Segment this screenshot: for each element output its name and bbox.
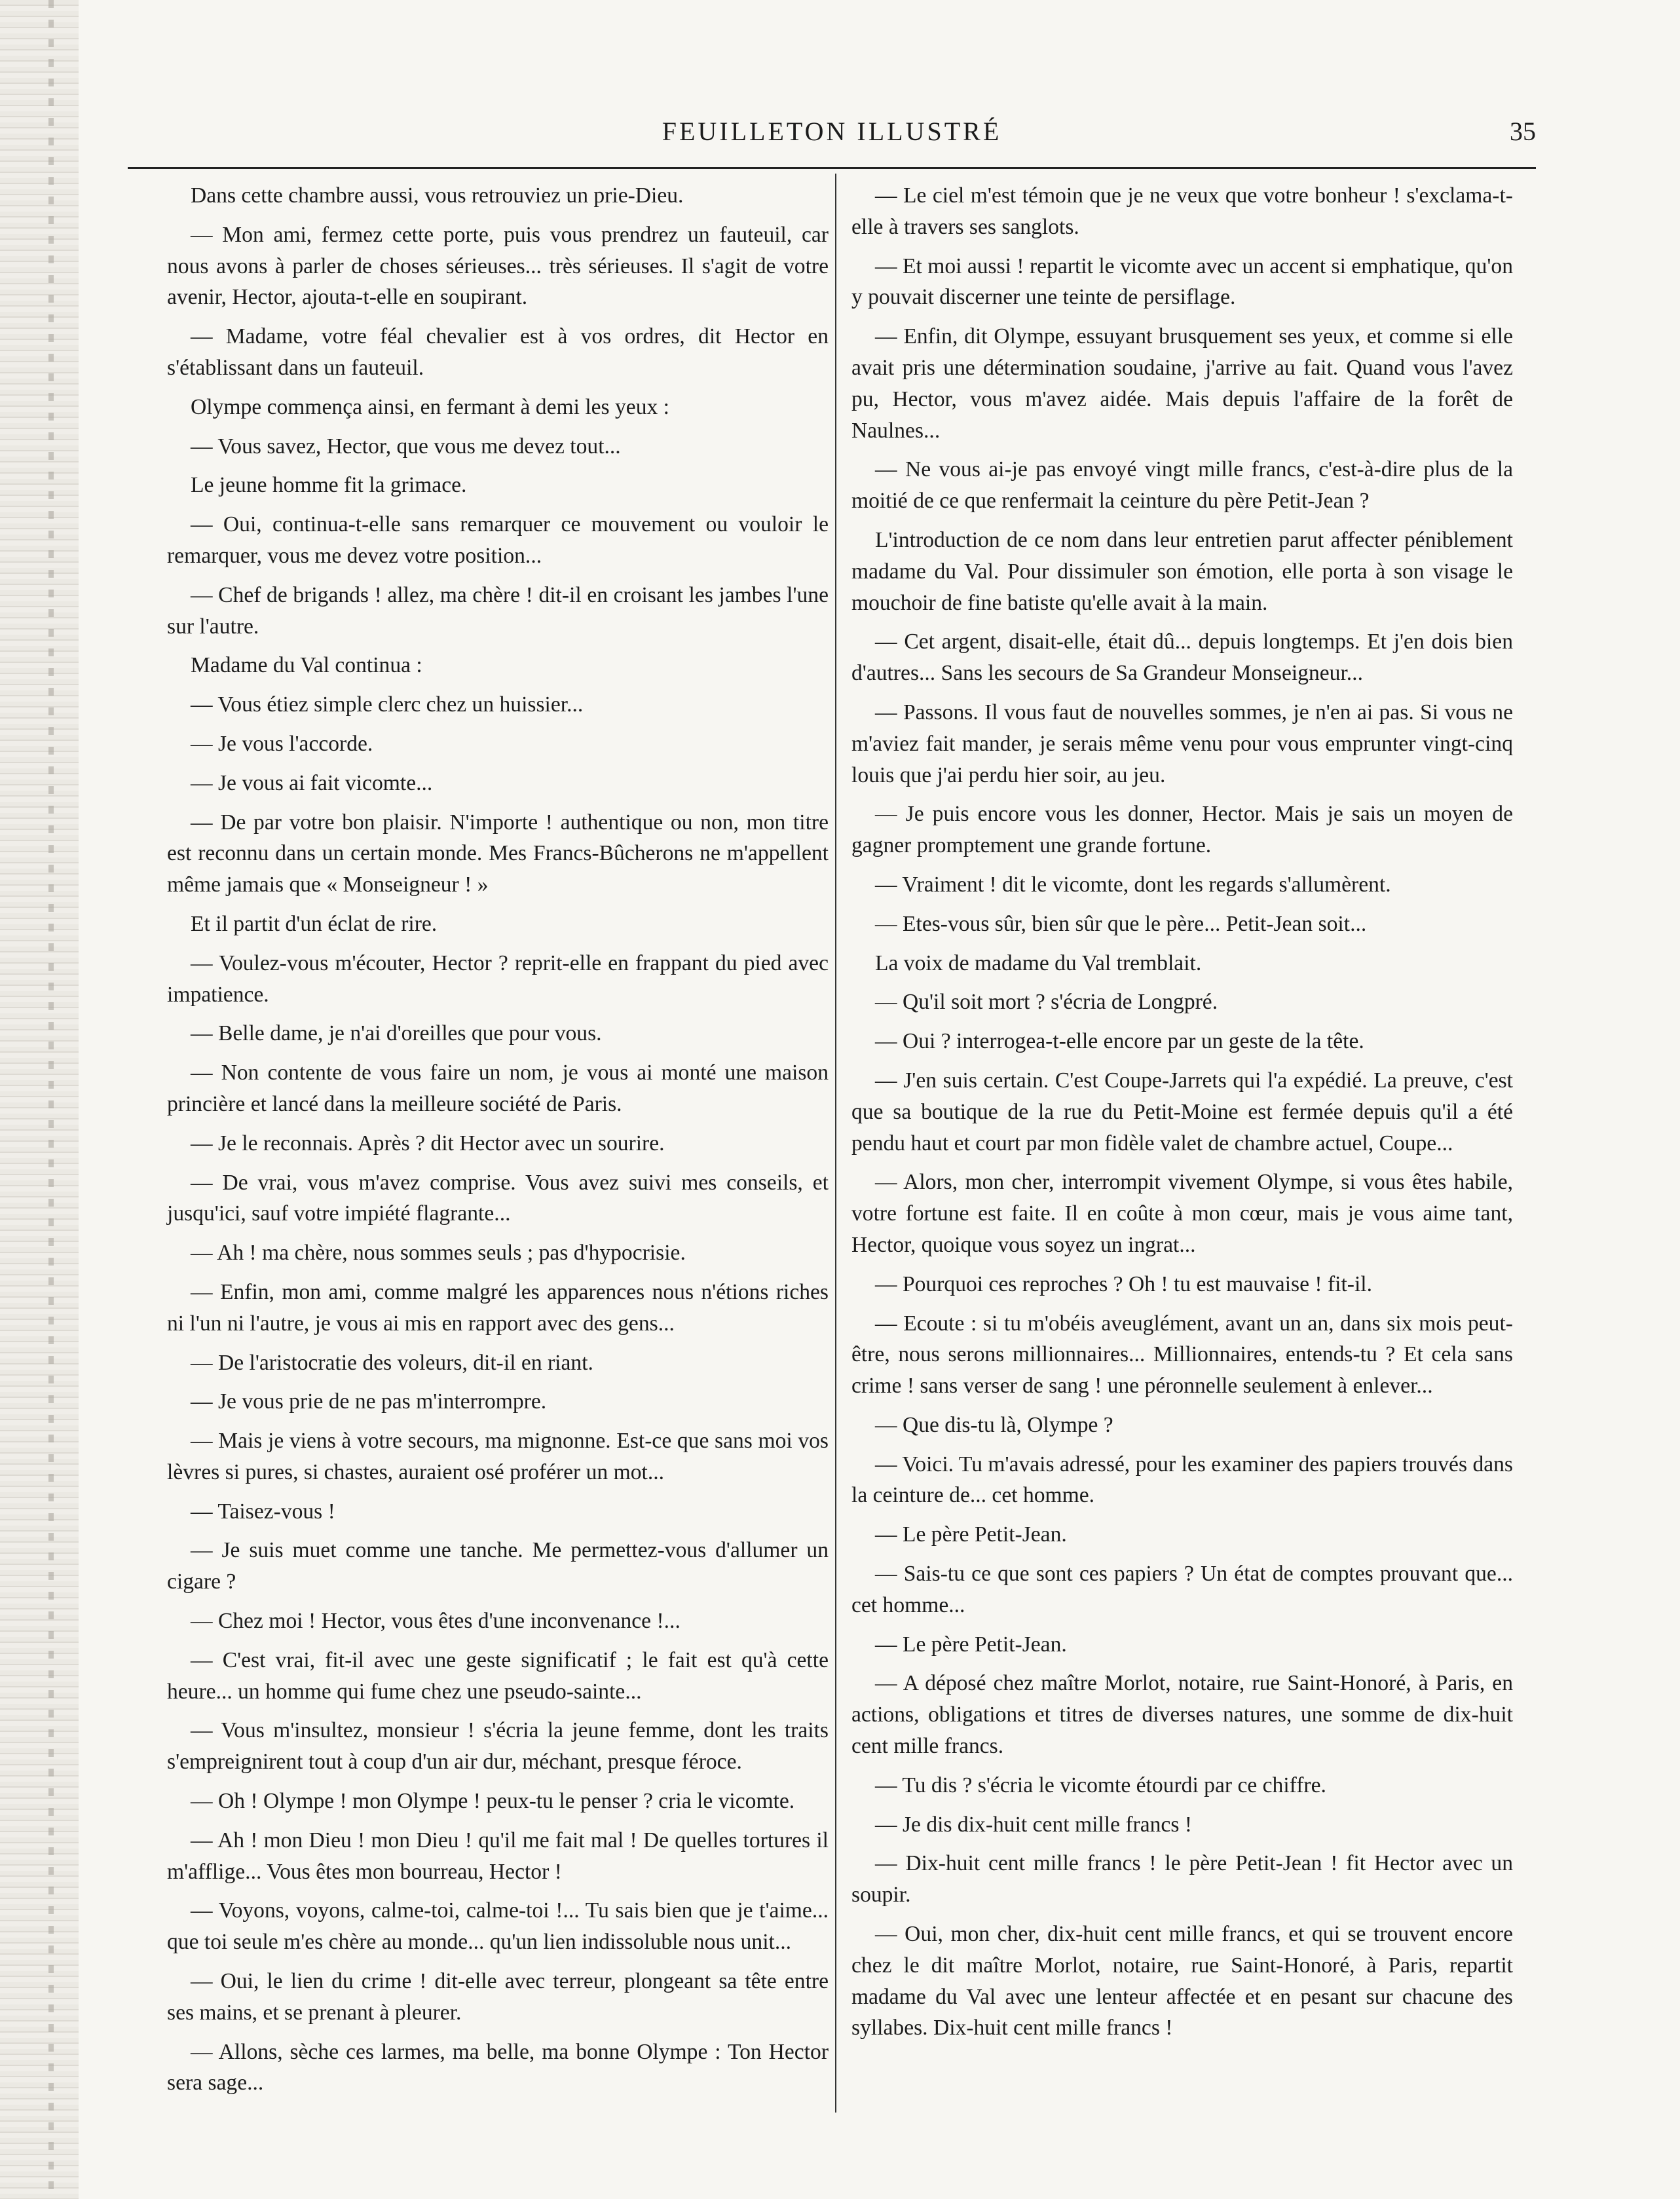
paragraph: — Je vous l'accorde. — [191, 731, 373, 756]
paragraph: — Je vous ai fait vicomte... — [191, 770, 433, 795]
paragraph: — De vrai, vous m'avez comprise. Vous avez suivi mes conseils, et jusqu'ici, sauf votre impiété flagrante... — [167, 1170, 829, 1226]
paragraph: — Sais-tu ce que sont ces papiers ? Un état de comptes prouvant que... cet homme... — [851, 1562, 1513, 1617]
paragraph: Madame du Val continua : — [191, 653, 422, 678]
paragraph: — Ecoute : si tu m'obéis aveuglément, avant un an, dans six mois peut-être, nous serons millionnaires... Millionnaires, entends-tu ? Et cela sans crime ! sans verser de sang ! une péronnelle seulement à enlever... — [851, 1311, 1513, 1399]
paragraph: — Qu'il soit mort ? s'écria de Longpré. — [875, 990, 1218, 1015]
header-rule — [128, 167, 1536, 169]
paragraph: Le jeune homme fit la grimace. — [191, 473, 467, 498]
paragraph: — Voulez-vous m'écouter, Hector ? reprit-elle en frappant du pied avec impatience. — [167, 950, 829, 1007]
paragraph: — Je dis dix-huit cent mille francs ! — [875, 1812, 1192, 1837]
paragraph: — Cet argent, disait-elle, était dû... depuis longtemps. Et j'en dois bien d'autres... Sans les secours de Sa Grandeur Monseigneur... — [851, 630, 1513, 686]
paragraph: — Ne vous ai-je pas envoyé vingt mille francs, c'est-à-dire plus de la moitié de ce que renfermait la ceinture du père Petit-Jean ? — [851, 457, 1513, 514]
paragraph: — Le ciel m'est témoin que je ne veux que votre bonheur ! s'exclama-t-elle à travers ses sanglots. — [851, 183, 1513, 239]
paragraph: — Le père Petit-Jean. — [875, 1522, 1067, 1547]
paragraph: Olympe commença ainsi, en fermant à demi les yeux : — [191, 394, 670, 419]
paragraph: Et il partit d'un éclat de rire. — [191, 911, 438, 936]
column-divider — [835, 174, 836, 2113]
paragraph: — Que dis-tu là, Olympe ? — [875, 1412, 1113, 1437]
paragraph: — Et moi aussi ! repartit le vicomte avec un accent si emphatique, qu'on y pouvait discerner une teinte de persiflage. — [851, 254, 1513, 310]
paragraph: — Pourquoi ces reproches ? Oh ! tu est mauvaise ! fit-il. — [875, 1271, 1373, 1296]
paragraph: — Enfin, dit Olympe, essuyant brusquement ses yeux, et comme si elle avait pris une détermination soudaine, j'arrive au fait. Quand vous l'avez pu, Hector, vous m'avez aidée. Mais depuis l'affaire de la forêt de Naulnes... — [851, 324, 1513, 443]
paragraph: — De par votre bon plaisir. N'importe ! authentique ou non, mon titre est reconnu dans un certain monde. Mes Francs-Bûcherons ne m'appellent même jamais que « Monseigneur ! » — [167, 810, 829, 897]
paragraph: La voix de madame du Val tremblait. — [875, 950, 1202, 975]
paragraph: L'introduction de ce nom dans leur entretien parut affecter péniblement madame du Val. Pour dissimuler son émotion, elle porta à son visage le mouchoir de fine batiste qu'elle avait à la main. — [851, 527, 1513, 615]
paragraph: — Taisez-vous ! — [191, 1499, 335, 1524]
paragraph: — Ah ! mon Dieu ! mon Dieu ! qu'il me fait mal ! De quelles tortures il m'afflige... Vous êtes mon bourreau, Hector ! — [167, 1828, 829, 1884]
paragraph: — Le père Petit-Jean. — [875, 1632, 1067, 1657]
paragraph: — Je le reconnais. Après ? dit Hector avec un sourire. — [191, 1131, 665, 1156]
paragraph: — Allons, sèche ces larmes, ma belle, ma bonne Olympe : Ton Hector sera sage... — [167, 2039, 829, 2096]
paragraph: — Vous m'insultez, monsieur ! s'écria la jeune femme, dont les traits s'empreignirent tout à coup d'un air dur, méchant, presque féroce. — [167, 1718, 829, 1775]
paragraph: — Ah ! ma chère, nous sommes seuls ; pas d'hypocrisie. — [191, 1241, 686, 1266]
paragraph: — De l'aristocratie des voleurs, dit-il en riant. — [191, 1350, 593, 1375]
paragraph: — Chef de brigands ! allez, ma chère ! dit-il en croisant les jambes l'une sur l'autre. — [167, 582, 829, 639]
paragraph: — Oui ? interrogea-t-elle encore par un geste de la tête. — [875, 1029, 1364, 1054]
paragraph: — Madame, votre féal chevalier est à vos ordres, dit Hector en s'établissant dans un fauteuil. — [167, 324, 829, 380]
paragraph: — Oui, mon cher, dix-huit cent mille francs, et qui se trouvent encore chez le dit maître Morlot, notaire, rue Saint-Honoré, à Paris, repartit madame du Val avec une lenteur affectée et en pesant sur chacune des syllabes. Dix-huit cent mille francs ! — [851, 1922, 1513, 2040]
paragraph: — Dix-huit cent mille francs ! le père Petit-Jean ! fit Hector avec un soupir. — [851, 1851, 1513, 1908]
paragraph: — J'en suis certain. C'est Coupe-Jarrets qui l'a expédié. La preuve, c'est que sa boutique de la rue du Petit-Moine est fermée depuis qu'il a été pendu haut et court par mon fidèle valet de chambre actuel, Coupe... — [851, 1068, 1513, 1156]
paragraph: Dans cette chambre aussi, vous retrouviez un prie-Dieu. — [191, 183, 684, 208]
paragraph: — Vraiment ! dit le vicomte, dont les regards s'allumèrent. — [875, 872, 1391, 897]
paragraph: — Belle dame, je n'ai d'oreilles que pour vous. — [191, 1021, 602, 1046]
paragraph: — Etes-vous sûr, bien sûr que le père... Petit-Jean soit... — [875, 911, 1367, 936]
paragraph: — Oui, continua-t-elle sans remarquer ce mouvement ou vouloir le remarquer, vous me devez votre position... — [167, 512, 829, 568]
paragraph: — Mon ami, fermez cette porte, puis vous prendrez un fauteuil, car nous avons à parler de choses sérieuses... très sérieuses. Il s'agit de votre avenir, Hector, ajouta-t-elle en soupirant. — [167, 222, 829, 310]
binding-edge — [0, 0, 79, 2199]
paragraph: — Tu dis ? s'écria le vicomte étourdi par ce chiffre. — [875, 1773, 1326, 1797]
paragraph: — Voyons, voyons, calme-toi, calme-toi !... Tu sais bien que je t'aime... que toi seule m'es chère au monde... qu'un lien indissoluble nous unit... — [167, 1898, 829, 1955]
page-number: 35 — [1510, 117, 1536, 146]
paragraph: — Chez moi ! Hector, vous êtes d'une inconvenance !... — [191, 1609, 681, 1634]
paragraph: — Mais je viens à votre secours, ma mignonne. Est-ce que sans moi vos lèvres si pures, si chastes, auraient osé proférer un mot... — [167, 1429, 829, 1484]
paragraph: — Je puis encore vous les donner, Hector. Mais je sais un moyen de gagner promptement une grande fortune. — [851, 802, 1513, 858]
paragraph: — Vous savez, Hector, que vous me devez tout... — [191, 434, 621, 459]
paragraph: — Voici. Tu m'avais adressé, pour les examiner des papiers trouvés dans la ceinture de... cet homme. — [851, 1452, 1513, 1508]
paragraph: — C'est vrai, fit-il avec une geste significatif ; le fait est qu'à cette heure... un homme qui fume chez une pseudo-sainte... — [167, 1647, 829, 1704]
paragraph: — Je vous prie de ne pas m'interrompre. — [191, 1389, 547, 1414]
page-header — [128, 108, 1536, 160]
paragraph: — Vous étiez simple clerc chez un huissier... — [191, 692, 584, 717]
paragraph: — A déposé chez maître Morlot, notaire, rue Saint-Honoré, à Paris, en actions, obligations et titres de diverses natures, une somme de dix-huit cent mille francs. — [851, 1671, 1513, 1759]
paragraph: — Passons. Il vous faut de nouvelles sommes, je n'en ai pas. Si vous ne m'aviez fait mander, je serais même venu pour vous emprunter vingt-cinq louis que j'ai perdu hier soir, au jeu. — [851, 700, 1513, 787]
right-column — [851, 180, 1513, 2052]
paragraph: — Non contente de vous faire un nom, je vous ai monté une maison princière et lancé dans la meilleure société de Paris. — [167, 1061, 829, 1116]
paragraph: — Je suis muet comme une tanche. Me permettez-vous d'allumer un cigare ? — [167, 1538, 829, 1594]
left-column — [167, 180, 829, 2107]
paragraph: — Oui, le lien du crime ! dit-elle avec terreur, plongeant sa tête entre ses mains, et se prenant à pleurer. — [167, 1969, 829, 2025]
paragraph: — Enfin, mon ami, comme malgré les apparences nous n'étions riches ni l'un ni l'autre, je vous ai mis en rapport avec des gens... — [167, 1279, 829, 1336]
paragraph: — Alors, mon cher, interrompit vivement Olympe, si vous êtes habile, votre fortune est faite. Il en coûte à mon cœur, mais je vous aime tant, Hector, quoique vous soyez un ingrat... — [851, 1170, 1513, 1257]
running-title: FEUILLETON ILLUSTRÉ — [662, 117, 1002, 146]
paragraph: — Oh ! Olympe ! mon Olympe ! peux-tu le penser ? cria le vicomte. — [191, 1789, 795, 1814]
